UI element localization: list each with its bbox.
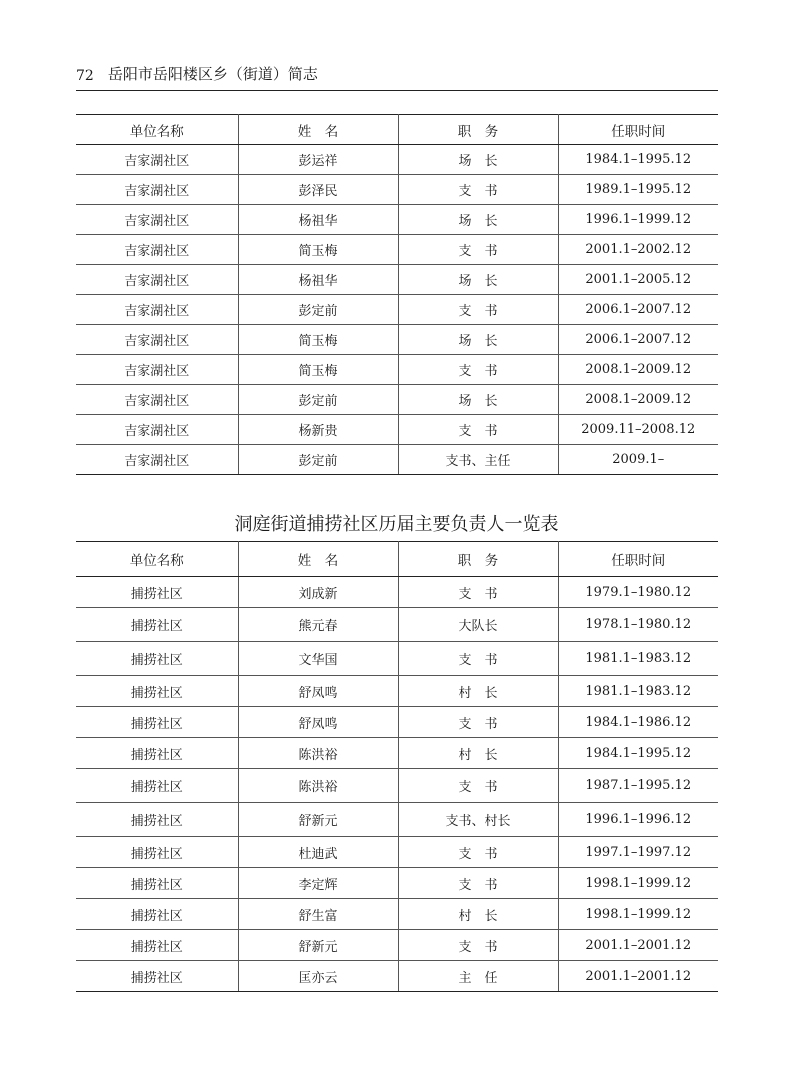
table-row xyxy=(76,868,718,899)
cell-position: 场长 xyxy=(398,385,558,415)
cell-unit: 捕捞社区 xyxy=(76,837,238,868)
col-header-position: 职务 xyxy=(398,115,558,145)
cell-unit: 捕捞社区 xyxy=(76,738,238,769)
table-row xyxy=(76,235,718,265)
cell-name: 杨新贵 xyxy=(238,415,398,445)
cell-term: 1978.1–1980.12 xyxy=(558,608,718,642)
cell-term: 1996.1–1999.12 xyxy=(558,205,718,235)
cell-position: 支书 xyxy=(398,837,558,868)
cell-position: 场长 xyxy=(398,265,558,295)
jijiahu-leaders-table xyxy=(76,114,718,475)
cell-unit: 吉家湖社区 xyxy=(76,415,238,445)
table-row xyxy=(76,205,718,235)
cell-term: 1984.1–1986.12 xyxy=(558,707,718,738)
cell-name: 舒新元 xyxy=(238,803,398,837)
table-row xyxy=(76,145,718,175)
table-row xyxy=(76,707,718,738)
cell-name: 彭定前 xyxy=(238,445,398,475)
cell-term: 2001.1–2001.12 xyxy=(558,930,718,961)
cell-position: 村长 xyxy=(398,899,558,930)
table-row xyxy=(76,676,718,707)
table-row xyxy=(76,445,718,475)
cell-unit: 捕捞社区 xyxy=(76,930,238,961)
cell-name: 刘成新 xyxy=(238,577,398,608)
table-row xyxy=(76,577,718,608)
cell-term: 2006.1–2007.12 xyxy=(558,295,718,325)
table-header-row xyxy=(76,115,718,145)
cell-position: 支书 xyxy=(398,175,558,205)
table-header-row xyxy=(76,542,718,577)
table-row xyxy=(76,961,718,992)
cell-unit: 吉家湖社区 xyxy=(76,325,238,355)
cell-name: 杨祖华 xyxy=(238,265,398,295)
cell-name: 舒凤鸣 xyxy=(238,676,398,707)
cell-term: 1989.1–1995.12 xyxy=(558,175,718,205)
cell-unit: 捕捞社区 xyxy=(76,642,238,676)
cell-name: 杜迪武 xyxy=(238,837,398,868)
cell-term: 1998.1–1999.12 xyxy=(558,868,718,899)
cell-name: 彭定前 xyxy=(238,295,398,325)
cell-term: 2001.1–2002.12 xyxy=(558,235,718,265)
cell-term: 1987.1–1995.12 xyxy=(558,769,718,803)
cell-name: 熊元春 xyxy=(238,608,398,642)
cell-position: 支书、村长 xyxy=(398,803,558,837)
cell-unit: 捕捞社区 xyxy=(76,803,238,837)
cell-unit: 捕捞社区 xyxy=(76,577,238,608)
cell-unit: 捕捞社区 xyxy=(76,868,238,899)
cell-position: 支书 xyxy=(398,642,558,676)
cell-name: 陈洪裕 xyxy=(238,738,398,769)
cell-position: 支书 xyxy=(398,707,558,738)
cell-unit: 吉家湖社区 xyxy=(76,235,238,265)
cell-position: 支书 xyxy=(398,769,558,803)
table-row xyxy=(76,608,718,642)
cell-unit: 吉家湖社区 xyxy=(76,385,238,415)
cell-position: 支书 xyxy=(398,868,558,899)
cell-term: 1981.1–1983.12 xyxy=(558,642,718,676)
cell-name: 简玉梅 xyxy=(238,355,398,385)
cell-term: 2001.1–2005.12 xyxy=(558,265,718,295)
cell-term: 2008.1–2009.12 xyxy=(558,355,718,385)
page-number: 72 xyxy=(76,68,94,84)
cell-unit: 捕捞社区 xyxy=(76,961,238,992)
table-row xyxy=(76,738,718,769)
cell-term: 1996.1–1996.12 xyxy=(558,803,718,837)
cell-unit: 捕捞社区 xyxy=(76,769,238,803)
table-row xyxy=(76,325,718,355)
cell-term: 2008.1–2009.12 xyxy=(558,385,718,415)
cell-unit: 捕捞社区 xyxy=(76,707,238,738)
cell-name: 文华国 xyxy=(238,642,398,676)
cell-term: 1984.1–1995.12 xyxy=(558,145,718,175)
cell-name: 舒新元 xyxy=(238,930,398,961)
cell-unit: 吉家湖社区 xyxy=(76,145,238,175)
cell-term: 1979.1–1980.12 xyxy=(558,577,718,608)
cell-name: 彭定前 xyxy=(238,385,398,415)
cell-position: 大队长 xyxy=(398,608,558,642)
cell-name: 彭泽民 xyxy=(238,175,398,205)
cell-position: 支书 xyxy=(398,930,558,961)
cell-unit: 捕捞社区 xyxy=(76,899,238,930)
cell-unit: 吉家湖社区 xyxy=(76,445,238,475)
cell-name: 匡亦云 xyxy=(238,961,398,992)
cell-unit: 捕捞社区 xyxy=(76,608,238,642)
table-row xyxy=(76,265,718,295)
cell-unit: 吉家湖社区 xyxy=(76,205,238,235)
cell-unit: 吉家湖社区 xyxy=(76,295,238,325)
col-header-name: 姓名 xyxy=(238,115,398,145)
table-row xyxy=(76,803,718,837)
cell-name: 陈洪裕 xyxy=(238,769,398,803)
cell-term: 1997.1–1997.12 xyxy=(558,837,718,868)
cell-name: 彭运祥 xyxy=(238,145,398,175)
cell-term: 1981.1–1983.12 xyxy=(558,676,718,707)
cell-position: 村长 xyxy=(398,676,558,707)
col-header-position: 职务 xyxy=(398,542,558,577)
cell-term: 2006.1–2007.12 xyxy=(558,325,718,355)
table-row xyxy=(76,930,718,961)
col-header-term: 任职时间 xyxy=(558,115,718,145)
cell-position: 场长 xyxy=(398,145,558,175)
table-row xyxy=(76,769,718,803)
col-header-unit: 单位名称 xyxy=(76,115,238,145)
table-row xyxy=(76,415,718,445)
cell-position: 支书 xyxy=(398,577,558,608)
cell-name: 舒凤鸣 xyxy=(238,707,398,738)
cell-position: 场长 xyxy=(398,205,558,235)
col-header-unit: 单位名称 xyxy=(76,542,238,577)
table-row xyxy=(76,642,718,676)
cell-position: 支书 xyxy=(398,355,558,385)
cell-term: 2009.1– xyxy=(558,445,718,475)
cell-name: 舒生富 xyxy=(238,899,398,930)
cell-unit: 捕捞社区 xyxy=(76,676,238,707)
cell-position: 村长 xyxy=(398,738,558,769)
col-header-name: 姓名 xyxy=(238,542,398,577)
cell-position: 支书 xyxy=(398,415,558,445)
cell-unit: 吉家湖社区 xyxy=(76,355,238,385)
cell-name: 简玉梅 xyxy=(238,235,398,265)
table-row xyxy=(76,175,718,205)
cell-name: 杨祖华 xyxy=(238,205,398,235)
table-row xyxy=(76,295,718,325)
cell-position: 场长 xyxy=(398,325,558,355)
cell-name: 简玉梅 xyxy=(238,325,398,355)
cell-position: 支书 xyxy=(398,235,558,265)
bulao-leaders-table xyxy=(76,541,718,992)
table-row xyxy=(76,385,718,415)
col-header-term: 任职时间 xyxy=(558,542,718,577)
cell-position: 主任 xyxy=(398,961,558,992)
cell-name: 李定辉 xyxy=(238,868,398,899)
cell-term: 1984.1–1995.12 xyxy=(558,738,718,769)
book-title: 岳阳市岳阳楼区乡（街道）简志 xyxy=(107,65,318,83)
cell-term: 2001.1–2001.12 xyxy=(558,961,718,992)
cell-term: 2009.11–2008.12 xyxy=(558,415,718,445)
table-row xyxy=(76,899,718,930)
cell-unit: 吉家湖社区 xyxy=(76,265,238,295)
table-row xyxy=(76,837,718,868)
cell-unit: 吉家湖社区 xyxy=(76,175,238,205)
table2-title: 洞庭街道捕捞社区历届主要负责人一览表 xyxy=(234,514,559,535)
cell-position: 支书 xyxy=(398,295,558,325)
cell-position: 支书、主任 xyxy=(398,445,558,475)
table-row xyxy=(76,355,718,385)
running-header xyxy=(76,62,718,91)
cell-term: 1998.1–1999.12 xyxy=(558,899,718,930)
